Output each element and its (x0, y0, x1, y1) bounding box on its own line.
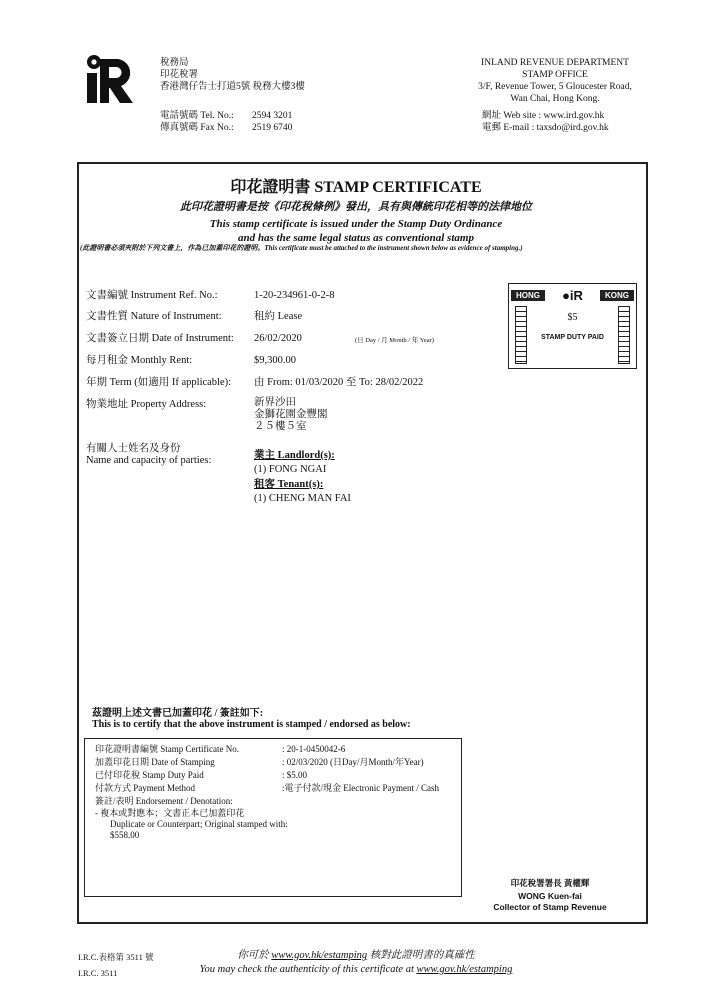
website-link[interactable]: 網址 Web site : www.ird.gov.hk (482, 111, 605, 121)
tel-value: 2594 3201 (252, 111, 293, 121)
stamp-duty-paid-stamp (508, 283, 637, 369)
attach-note: (此證明書必須夾附於下列文書上，作為已加蓋印花的證明。This certificate must be attached to the instrument shown below as evidence of stamping.) (80, 244, 523, 252)
verify-link[interactable]: www.gov.hk/estamping (271, 950, 368, 961)
signature-title: Collector of Stamp Revenue (493, 902, 607, 912)
header-line: 稅務局 (160, 58, 189, 68)
term-value: 由 From: 01/03/2020 至 To: 28/02/2022 (254, 377, 424, 388)
endorse-label: 簽註/表明 Endorsement / Denotation: (95, 796, 233, 806)
date-format-hint: (日 Day / 月 Month / 年 Year) (355, 337, 434, 344)
header-line: STAMP OFFICE (522, 70, 588, 80)
address-value (254, 397, 328, 433)
cert-no-label: 印花證明書編號 Stamp Certificate No. (95, 744, 239, 754)
stamp-paid-label: STAMP DUTY PAID (541, 334, 604, 341)
subtitle-en-1: This stamp certificate is issued under the Stamp Duty Ordinance (209, 218, 503, 230)
duty-label: 已付印花稅 Stamp Duty Paid (95, 770, 204, 780)
duty-value: : $5.00 (282, 770, 308, 780)
header-line: 3/F, Revenue Tower, 5 Gloucester Road, (478, 82, 632, 92)
header-contact (160, 110, 292, 134)
parties-label (86, 443, 211, 467)
ref-label: 文書編號 Instrument Ref. No.: (86, 290, 218, 301)
verify-cn (0, 947, 712, 962)
endorse-line-3: $558.00 (110, 830, 140, 840)
verify-en-pre: You may check the authenticity of this certificate at (199, 964, 414, 975)
stamp-amount: $5 (567, 312, 578, 323)
header-line: 香港灣仔告士打道5號 稅務大樓3樓 (160, 82, 305, 92)
verify-cn-pre: 你可於 (237, 950, 269, 961)
header-web-contact (482, 110, 609, 134)
rent-label: 每月租金 Monthly Rent: (86, 355, 193, 366)
parties-label-en: Name and capacity of parties: (86, 455, 212, 466)
header-right-address (455, 57, 655, 105)
landlord-heading: 業主 Landlord(s): (254, 450, 335, 461)
stamp-logo-icon: ●iR (562, 288, 583, 303)
stamp-kong: KONG (600, 290, 634, 301)
header-line: INLAND REVENUE DEPARTMENT (481, 58, 629, 68)
certify-en: This is to certify that the above instrument is stamped / endorsed as below: (92, 719, 411, 730)
ird-logo (83, 53, 137, 105)
subtitle-en-2: and has the same legal status as conventional stamp (238, 232, 474, 244)
address-line: 金獅花園金豐閣 (254, 409, 328, 420)
endorse-line-2: Duplicate or Counterpart; Original stamped with: (110, 819, 288, 829)
address-line: ２５樓５室 (254, 421, 307, 432)
header-line: 印花稅署 (160, 70, 199, 80)
verify-cn-post: 核對此證明書的真確性 (369, 950, 475, 961)
stamp-hong: HONG (511, 290, 545, 301)
date-value: 26/02/2020 (254, 333, 302, 344)
nature-label: 文書性質 Nature of Instrument: (86, 311, 222, 322)
subtitle-cn: 此印花證明書是按《印花稅條例》發出，具有與傳統印花相等的法律地位 (180, 201, 532, 213)
method-label: 付款方式 Payment Method (95, 783, 195, 793)
header-line: Wan Chai, Hong Kong. (510, 94, 600, 104)
certify-cn: 茲證明上述文書已加蓋印花 / 簽註如下: (92, 708, 264, 719)
method-value: :電子付款/現金 Electronic Payment / Cash (282, 783, 439, 793)
email-link[interactable]: 電郵 E-mail : taxsdo@ird.gov.hk (482, 123, 609, 133)
parties-label-cn: 有關人士姓名及身份 (86, 443, 181, 454)
endorse-line-1: - 複本或對應本；文書正本已加蓋印花 (95, 808, 245, 818)
form-number-cn: I.R.C.表格第 3511 號 (78, 952, 154, 962)
signature-name: WONG Kuen-fai (518, 891, 582, 901)
header-left-address (160, 57, 305, 93)
verify-en (0, 964, 712, 975)
cert-no-value: : 20-1-0450042-6 (282, 744, 346, 754)
stamping-date-label: 加蓋印花日期 Date of Stamping (95, 757, 215, 767)
fax-label: 傳真號碼 Fax No.: (160, 123, 234, 133)
landlord-name: (1) FONG NGAI (254, 464, 327, 475)
fax-value: 2519 6740 (252, 123, 293, 133)
certificate-title: 印花證明書 STAMP CERTIFICATE (230, 179, 482, 196)
tenant-heading: 租客 Tenant(s): (254, 479, 324, 490)
form-number-en: I.R.C. 3511 (78, 968, 118, 978)
nature-value: 租約 Lease (254, 311, 303, 322)
verify-en-link[interactable]: www.gov.hk/estamping (416, 964, 513, 975)
stamping-date-value: : 02/03/2020 (日Day/月Month/年Year) (282, 757, 424, 767)
signature-cn: 印花稅署署長 黃權輝 (510, 878, 590, 888)
tel-label: 電話號碼 Tel. No.: (160, 111, 234, 121)
address-label: 物業地址 Property Address: (86, 399, 207, 410)
rent-value: $9,300.00 (254, 355, 296, 366)
date-label: 文書簽立日期 Date of Instrument: (86, 333, 234, 344)
address-line: 新界沙田 (254, 397, 296, 408)
term-label: 年期 Term (如適用 If applicable): (86, 377, 232, 388)
ref-value: 1-20-234961-0-2-8 (254, 290, 335, 301)
tenant-name: (1) CHENG MAN FAI (254, 493, 351, 504)
